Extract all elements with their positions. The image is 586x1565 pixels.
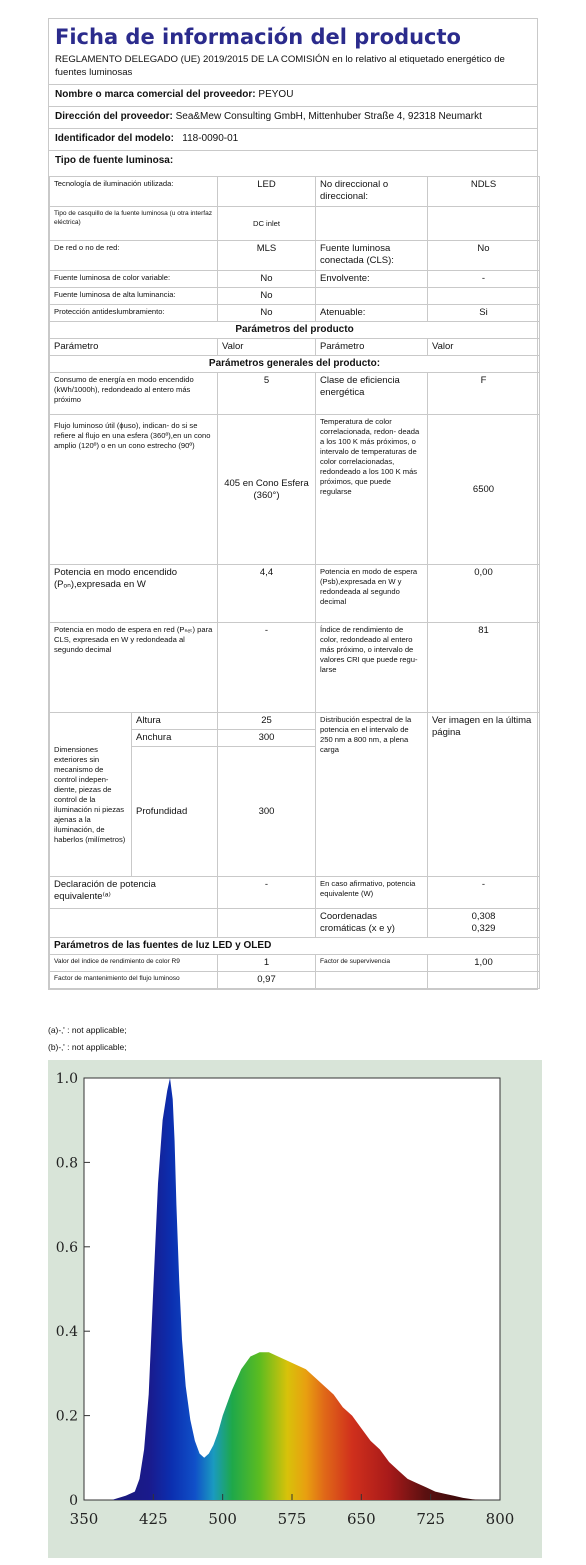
- tech-label: Tecnología de iluminación utilizada:: [50, 177, 218, 207]
- y-tick-label: 1.0: [55, 1071, 78, 1087]
- source-type-label: Tipo de fuente luminosa:: [55, 155, 174, 166]
- anti-glare-value: No: [218, 305, 316, 322]
- pon-label: Potencia en modo encendido (Pₒₙ),expresada en W: [50, 565, 218, 623]
- sheet-title: Ficha de información del producto: [55, 25, 461, 49]
- envelope-label: Envolvente:: [316, 271, 428, 288]
- pnet-label: Potencia en modo de espera en red (Pₙₑₜ) para CLS, expresada en W y redondeada al segundo decimal: [50, 623, 218, 713]
- product-info-sheet: [48, 18, 538, 990]
- height-value: 25: [218, 713, 316, 730]
- height-label: Altura: [132, 713, 218, 730]
- dimmable-label: Atenuable:: [316, 305, 428, 322]
- regulation-text: REGLAMENTO DELEGADO (UE) 2019/2015 DE LA COMISIÓN en lo relativo al etiquetado energético de fuentes luminosas: [55, 54, 505, 78]
- general-header: Parámetros generales del producto:: [50, 356, 540, 373]
- equivalent-table: [49, 876, 540, 989]
- eqpow-label: Declaración de potencia equivalente⁽ᵃ⁾: [50, 877, 218, 909]
- depth-label: Profundidad: [132, 747, 218, 877]
- dir-label: No direccional o direccional:: [316, 177, 428, 207]
- empty-cell: [428, 972, 540, 989]
- col-param-1: Parámetro: [50, 339, 218, 356]
- eqpow2-label: En caso afirmativo, potencia equivalente (W): [316, 877, 428, 909]
- psb-value: 0,00: [428, 565, 540, 623]
- x-tick-label: 800: [485, 1510, 515, 1528]
- col-value-2: Valor: [428, 339, 540, 356]
- empty-cell: [50, 909, 218, 938]
- address-label: Dirección del proveedor:: [55, 111, 173, 122]
- psb-label: Potencia en modo de espera (Psb),expresada en W y redondeada al segundo decimal: [316, 565, 428, 623]
- led-header: Parámetros de las fuentes de luz LED y OLED: [50, 938, 540, 955]
- address-row: [49, 106, 537, 128]
- supplier-value: PEYOU: [258, 89, 294, 100]
- y-tick-label: 0.8: [55, 1155, 78, 1172]
- tech-value: LED: [218, 177, 316, 207]
- x-tick-label: 575: [277, 1510, 307, 1528]
- high-luminance-value: No: [218, 288, 316, 305]
- dims-label: Dimensiones exteriores sin mecanismo de control indepen- diente, piezas de control de la iluminación ni piezas ajenas a la iluminación, de haberlos (milímetros): [50, 713, 132, 877]
- high-luminance-label: Fuente luminosa de alta luminancia:: [50, 288, 218, 305]
- color-tunable-label: Fuente luminosa de color variable:: [50, 271, 218, 288]
- footnotes: [48, 1022, 127, 1056]
- class-value: F: [428, 373, 540, 415]
- cri-label: Índice de rendimiento de color, redondeado al entero más próximo, o intervalo de valores CRI que puede regu- larse: [316, 623, 428, 713]
- dimmable-value: Si: [428, 305, 540, 322]
- cri-value: 81: [428, 623, 540, 713]
- x-tick-label: 650: [347, 1510, 376, 1528]
- cap-value: DC inlet: [218, 207, 316, 241]
- empty-cell: [316, 972, 428, 989]
- width-label: Anchura: [132, 730, 218, 747]
- spd-value: Ver imagen en la última página: [428, 713, 540, 877]
- flux-label: Flujo luminoso útil (ɸuso), indican- do si se refiere al flujo en una esfera (360º),en un cono amplio (120º) o en un cono estrecho (90º): [50, 415, 218, 565]
- dimensions-table: [49, 712, 540, 877]
- source-type-row: [49, 150, 537, 176]
- model-value: 118-0090-01: [182, 133, 239, 144]
- pnet-value: -: [218, 623, 316, 713]
- energy-label: Consumo de energía en modo encendido (kWh/1000h), redondeado al entero más próximo: [50, 373, 218, 415]
- survival-label: Factor de supervivencia: [316, 955, 428, 972]
- r9-value: 1: [218, 955, 316, 972]
- eqpow-value: -: [218, 877, 316, 909]
- envelope-value: -: [428, 271, 540, 288]
- x-tick-label: 350: [69, 1510, 99, 1528]
- col-value-1: Valor: [218, 339, 316, 356]
- survival-value: 1,00: [428, 955, 540, 972]
- x-tick-label: 500: [208, 1510, 237, 1528]
- cct-value: 6500: [428, 415, 540, 565]
- depth-value: 300: [218, 747, 316, 877]
- footnote-a: (a)-‚' : not applicable;: [48, 1025, 127, 1035]
- cls-label: Fuente luminosa conectada (CLS):: [316, 241, 428, 271]
- x-tick-label: 725: [416, 1510, 445, 1528]
- chroma-x: 0,308: [471, 911, 496, 922]
- x-tick-label: 425: [139, 1510, 168, 1528]
- cct-label: Temperatura de color correlacionada, redon- deada a los 100 K más próximos, o intervalo de temperaturas de color correlacionadas, redondeado a los 100 K más próximos, que puede regularse: [316, 415, 428, 565]
- maintenance-value: 0,97: [218, 972, 316, 989]
- spectrum-svg: [48, 1060, 542, 1558]
- footnote-b: (b)-‚' : not applicable;: [48, 1042, 127, 1052]
- chroma-label: Coordenadas cromáticas (x e y): [316, 909, 428, 938]
- energy-value: 5: [218, 373, 316, 415]
- spd-label: Distribución espectral de la potencia en el intervalo de 250 nm a 800 nm, a plena carga: [316, 713, 428, 877]
- supplier-row: [49, 84, 537, 106]
- anti-glare-label: Protección antideslumbramiento:: [50, 305, 218, 322]
- cap-label: Tipo de casquillo de la fuente luminosa (u otra interfaz eléctrica): [50, 207, 218, 241]
- y-tick-label: 0.4: [55, 1324, 78, 1341]
- chroma-value: [428, 909, 540, 938]
- address-value: Sea&Mew Consulting GmbH, Mittenhuber Straße 4, 92318 Neumarkt: [175, 111, 482, 122]
- mains-value: MLS: [218, 241, 316, 271]
- empty-cell: [316, 288, 428, 305]
- cls-value: No: [428, 241, 540, 271]
- chroma-y: 0,329: [471, 923, 496, 934]
- params-header: Parámetros del producto: [50, 322, 540, 339]
- empty-cell: [316, 207, 428, 241]
- y-tick-label: 0.2: [55, 1408, 78, 1425]
- supplier-label: Nombre o marca comercial del proveedor:: [55, 89, 256, 100]
- dir-value: NDLS: [428, 177, 540, 207]
- mains-label: De red o no de red:: [50, 241, 218, 271]
- pon-value: 4,4: [218, 565, 316, 623]
- model-row: [49, 128, 537, 150]
- col-param-2: Parámetro: [316, 339, 428, 356]
- y-tick-label: 0.6: [55, 1239, 78, 1256]
- class-label: Clase de eficiencia energética: [316, 373, 428, 415]
- spectrum-chart: [48, 1060, 542, 1558]
- product-table: [49, 176, 540, 713]
- color-tunable-value: No: [218, 271, 316, 288]
- empty-cell: [428, 288, 540, 305]
- flux-value: 405 en Cono Esfera (360°): [218, 415, 316, 565]
- y-tick-label: 0: [69, 1493, 78, 1509]
- model-label: Identificador del modelo:: [55, 133, 174, 144]
- width-value: 300: [218, 730, 316, 747]
- empty-cell: [218, 909, 316, 938]
- r9-label: Valor del índice de rendimiento de color R9: [50, 955, 218, 972]
- empty-cell: [428, 207, 540, 241]
- maintenance-label: Factor de mantenimiento del flujo luminoso: [50, 972, 218, 989]
- eqpow2-value: -: [428, 877, 540, 909]
